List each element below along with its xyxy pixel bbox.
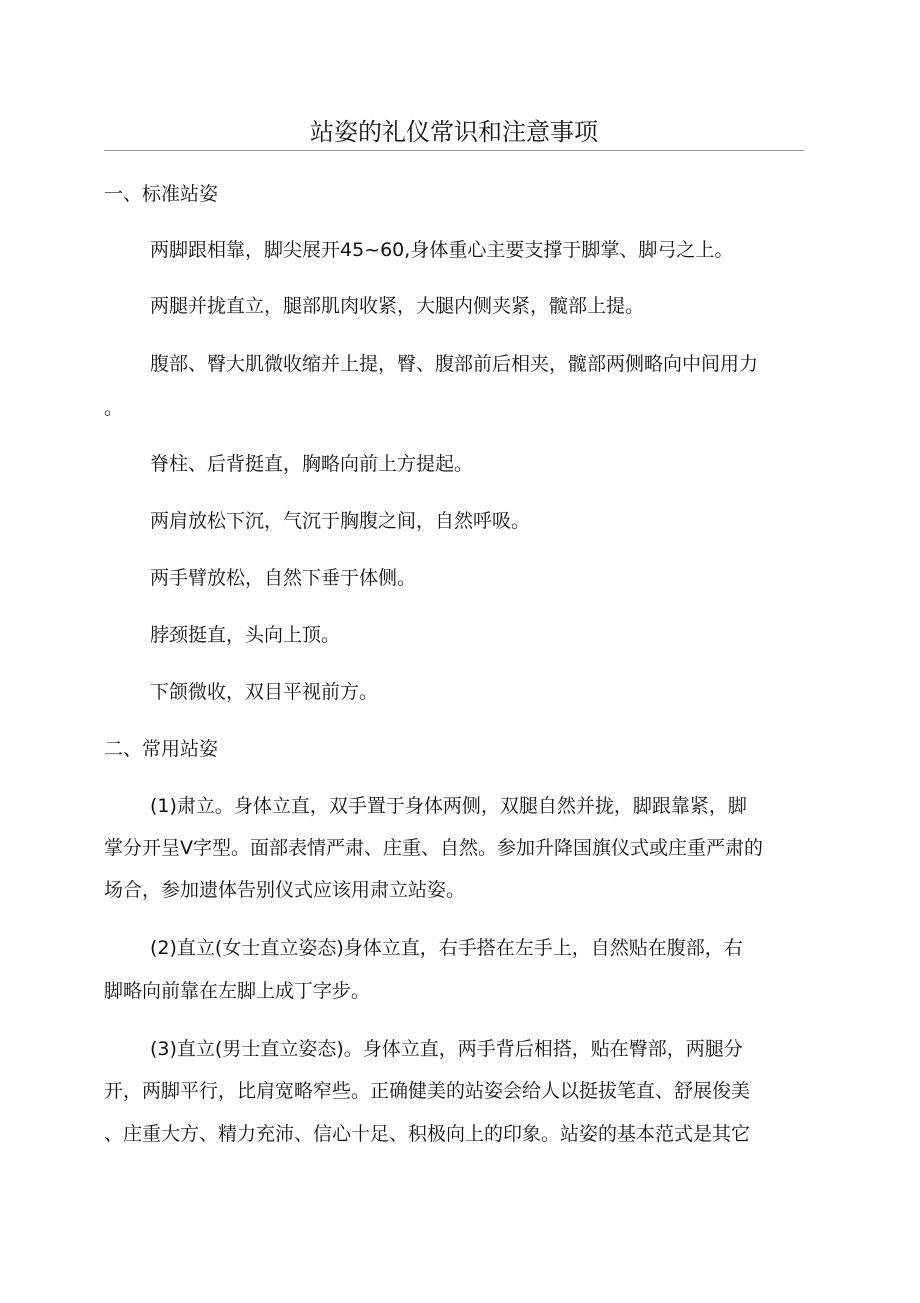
paragraph-line: 两手臂放松，自然下垂于体侧。 [150, 567, 417, 589]
paragraph-line: 两肩放松下沉，气沉于胸腹之间，自然呼吸。 [150, 510, 531, 532]
section-heading: 二、常用站姿 [104, 738, 219, 760]
paragraph-line: 掌分开呈V字型。面部表情严肃、庄重、自然。参加升降国旗仪式或庄重严肃的 [104, 837, 763, 859]
paragraph-line: 、庄重大方、精力充沛、信心十足、积极向上的印象。站姿的基本范式是其它 [104, 1123, 751, 1145]
paragraph-line: 开，两脚平行，比肩宽略窄些。正确健美的站姿会给人以挺拔笔直、舒展俊美 [104, 1080, 751, 1102]
paragraph-line: (2)直立(女士直立姿态)身体立直，右手搭在左手上，自然贴在腹部，右 [150, 937, 743, 959]
paragraph-line: 脊柱、后背挺直，胸略向前上方提起。 [150, 453, 474, 475]
paragraph-line: 下颌微收，双目平视前方。 [150, 681, 379, 703]
paragraph-line: 脚略向前靠在左脚上成丁字步。 [104, 980, 371, 1002]
paragraph-line: 两脚跟相靠，脚尖展开45~60,身体重心主要支撑于脚掌、脚弓之上。 [150, 239, 734, 261]
paragraph-line: 腹部、臀大肌微收缩并上提，臀、腹部前后相夹，髋部两侧略向中间用力 [150, 353, 759, 375]
title-underline [104, 150, 804, 151]
paragraph-line: (3)直立(男士直立姿态)。身体立直，两手背后相搭，贴在臀部，两腿分 [150, 1038, 743, 1060]
page-title: 站姿的礼仪常识和注意事项 [310, 118, 598, 146]
paragraph-line: (1)肃立。身体立直，双手置于身体两侧，双腿自然并拢，脚跟靠紧，脚 [150, 795, 747, 817]
paragraph-line: 两腿并拢直立，腿部肌肉收紧，大腿内侧夹紧，髋部上提。 [150, 295, 645, 317]
paragraph-line: 场合，参加遗体告别仪式应该用肃立站姿。 [104, 879, 466, 901]
paragraph-line: 脖颈挺直，头向上顶。 [150, 624, 341, 646]
paragraph-line: 。 [104, 397, 124, 419]
section-heading: 一、标准站姿 [104, 183, 219, 205]
